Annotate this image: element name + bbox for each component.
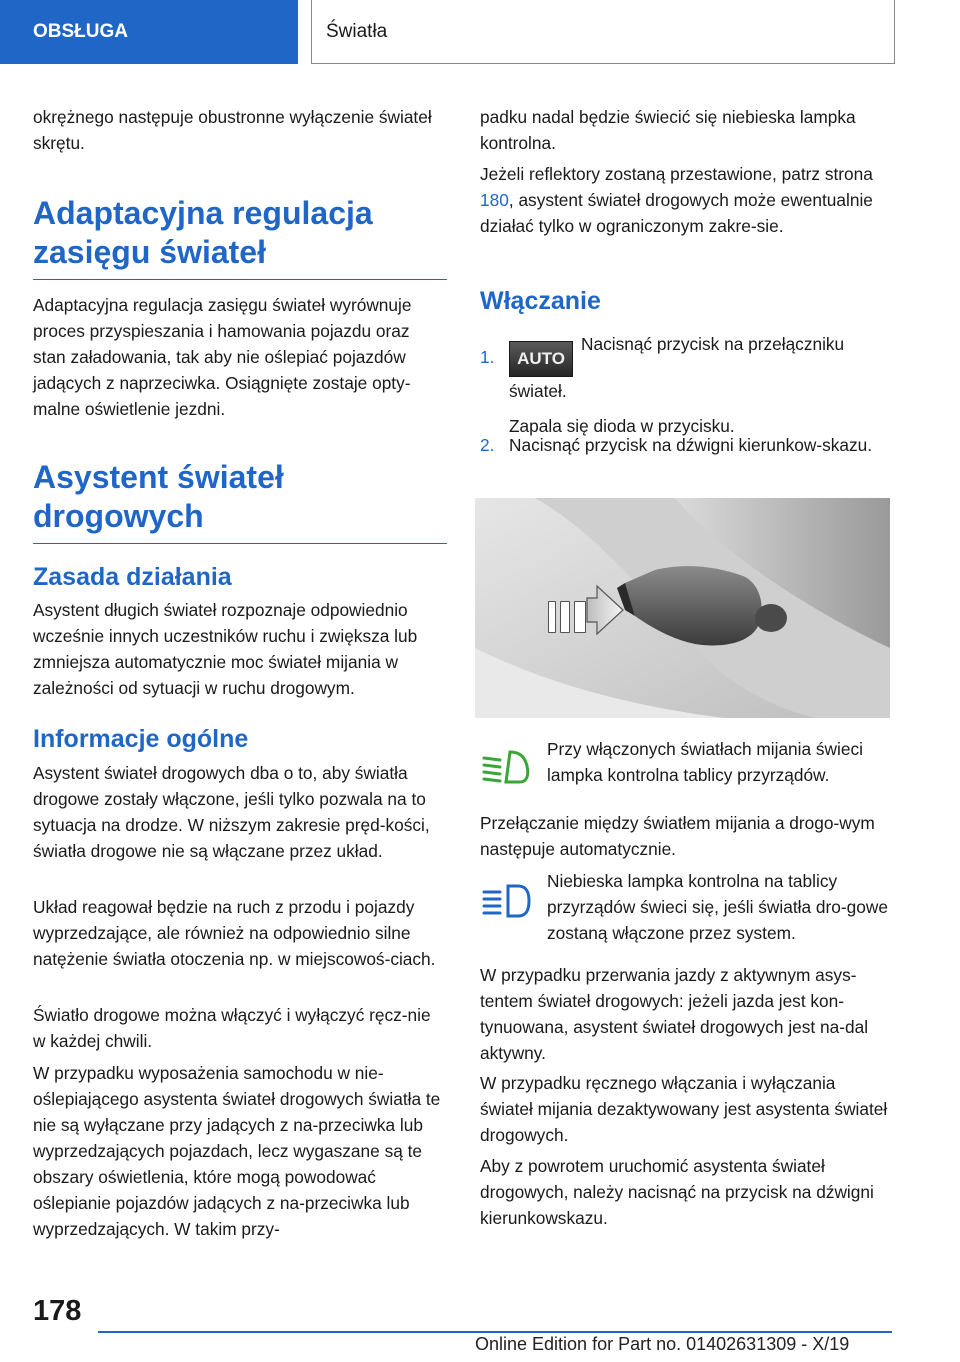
heading-principle: Zasada działania — [33, 563, 232, 591]
step-1 — [480, 330, 892, 439]
paragraph: W przypadku przerwania jazdy z aktywnym asys-tentem świateł drogowych: jeżeli jazda jest kon-tynuowana, asystent świateł drogowych jest na-dal aktywny. — [480, 965, 869, 1063]
page-number: 178 — [33, 1295, 82, 1327]
heading-adaptive-range: Adaptacyjna regulacja zasięgu świateł — [33, 194, 447, 280]
paragraph: Adaptacyjna regulacja zasięgu świateł wyrównuje proces przyspieszania i hamowania pojazdu oraz stan załadowania, tak aby nie oślepiać pojazdów jadących z naprzeciwka. Osiągnięte zostaje opty-malne oświetlenie jezdni. — [33, 295, 412, 419]
step-instruction: Nacisnąć przycisk na dźwigni kierunkow-skazu. — [509, 435, 873, 455]
note-low-beam — [480, 736, 892, 788]
paragraph: Asystent świateł drogowych dba o to, aby światła drogowe zostały włączone, jeśli tylko pozwala na to sytuacja na drodze. W niższym zakresie pręd-kości, światła drogowe nie są włączane przez układ. — [33, 763, 430, 861]
page-section-title: Światła — [311, 0, 895, 64]
heading-high-beam-assistant: Asystent świateł drogowych — [33, 458, 447, 544]
note-high-beam — [480, 868, 892, 946]
paragraph: okrężnego następuje obustronne wyłączenie świateł skrętu. — [33, 107, 432, 153]
step-number: 1. — [480, 347, 495, 367]
paragraph: Przełączanie między światłem mijania a drogo-wym następuje automatycznie. — [480, 813, 875, 859]
step-result: Zapala się dioda w przycisku. — [509, 416, 735, 436]
paragraph-reflectors — [480, 161, 892, 239]
section-tab: OBSŁUGA — [0, 0, 298, 64]
paragraph: Asystent długich świateł rozpoznaje odpowiednio wcześnie innych uczestników ruchu i zwiększa lub zmniejsza automatycznie moc świateł mijania w zależności od sytuacji w ruchu drogowym. — [33, 600, 418, 698]
note-text: Niebieska lampka kontrolna na tablicy przyrządów świeci się, jeśli światła dro-gowe zostaną włączone przez system. — [547, 871, 888, 943]
paragraph: Układ reagował będzie na ruch z przodu i pojazdy wyprzedzające, ale również na odpowiednio silne natężenie światła otoczenia np. w miejscowoś-ciach. — [33, 897, 436, 969]
heading-switching-on: Włączanie — [480, 287, 601, 315]
high-beam-indicator-icon — [480, 880, 532, 920]
auto-button-icon: AUTO — [509, 341, 573, 377]
step-body — [509, 432, 892, 458]
text-span: Jeżeli reflektory zostaną przestawione, patrz strona — [480, 164, 873, 184]
step-2 — [480, 432, 892, 458]
heading-general-info: Informacje ogólne — [33, 725, 249, 753]
step-text — [509, 330, 892, 405]
paragraph: W przypadku wyposażenia samochodu w nie-oślepiającego asystenta świateł drogowych światła te nie są wyłączane przy jadących z na-przeciwka lub wyprzedzających pojazdach, lecz wygaszane są te obszary oświetlenia, które mogą powodować oślepianie pojazdów jadących z na-przeciwka lub wyprzedzających. W takim przy- — [33, 1063, 441, 1239]
paragraph: Aby z powrotem uruchomić asystenta świateł drogowych, należy nacisnąć na przycisk na dźwigni kierunkowskazu. — [480, 1156, 874, 1228]
paragraph: Światło drogowe można włączyć i wyłączyć ręcz-nie w każdej chwili. — [33, 1005, 431, 1051]
text-span: , asystent świateł drogowych może ewentualnie działać tylko w ograniczonym zakre-sie. — [480, 190, 873, 236]
low-beam-indicator-icon — [480, 746, 532, 786]
note-text: Przy włączonych światłach mijania świeci lampka kontrolna tablicy przyrządów. — [547, 739, 863, 785]
step-instruction: Nacisnąć przycisk na przełączniku świateł. — [509, 334, 845, 401]
paragraph: W przypadku ręcznego włączania i wyłączania świateł mijania dezaktywowany jest asystenta świateł drogowych. — [480, 1073, 888, 1145]
step-body — [509, 330, 892, 439]
footer-divider — [98, 1331, 892, 1333]
turn-signal-stalk-illustration — [475, 498, 890, 718]
step-number: 2. — [480, 435, 495, 455]
footer-edition: Online Edition for Part no. 01402631309 - X/19 — [475, 1334, 850, 1354]
page-link-180[interactable]: 180 — [480, 190, 509, 210]
paragraph: padku nadal będzie świecić się niebieska lampka kontrolna. — [480, 107, 856, 153]
